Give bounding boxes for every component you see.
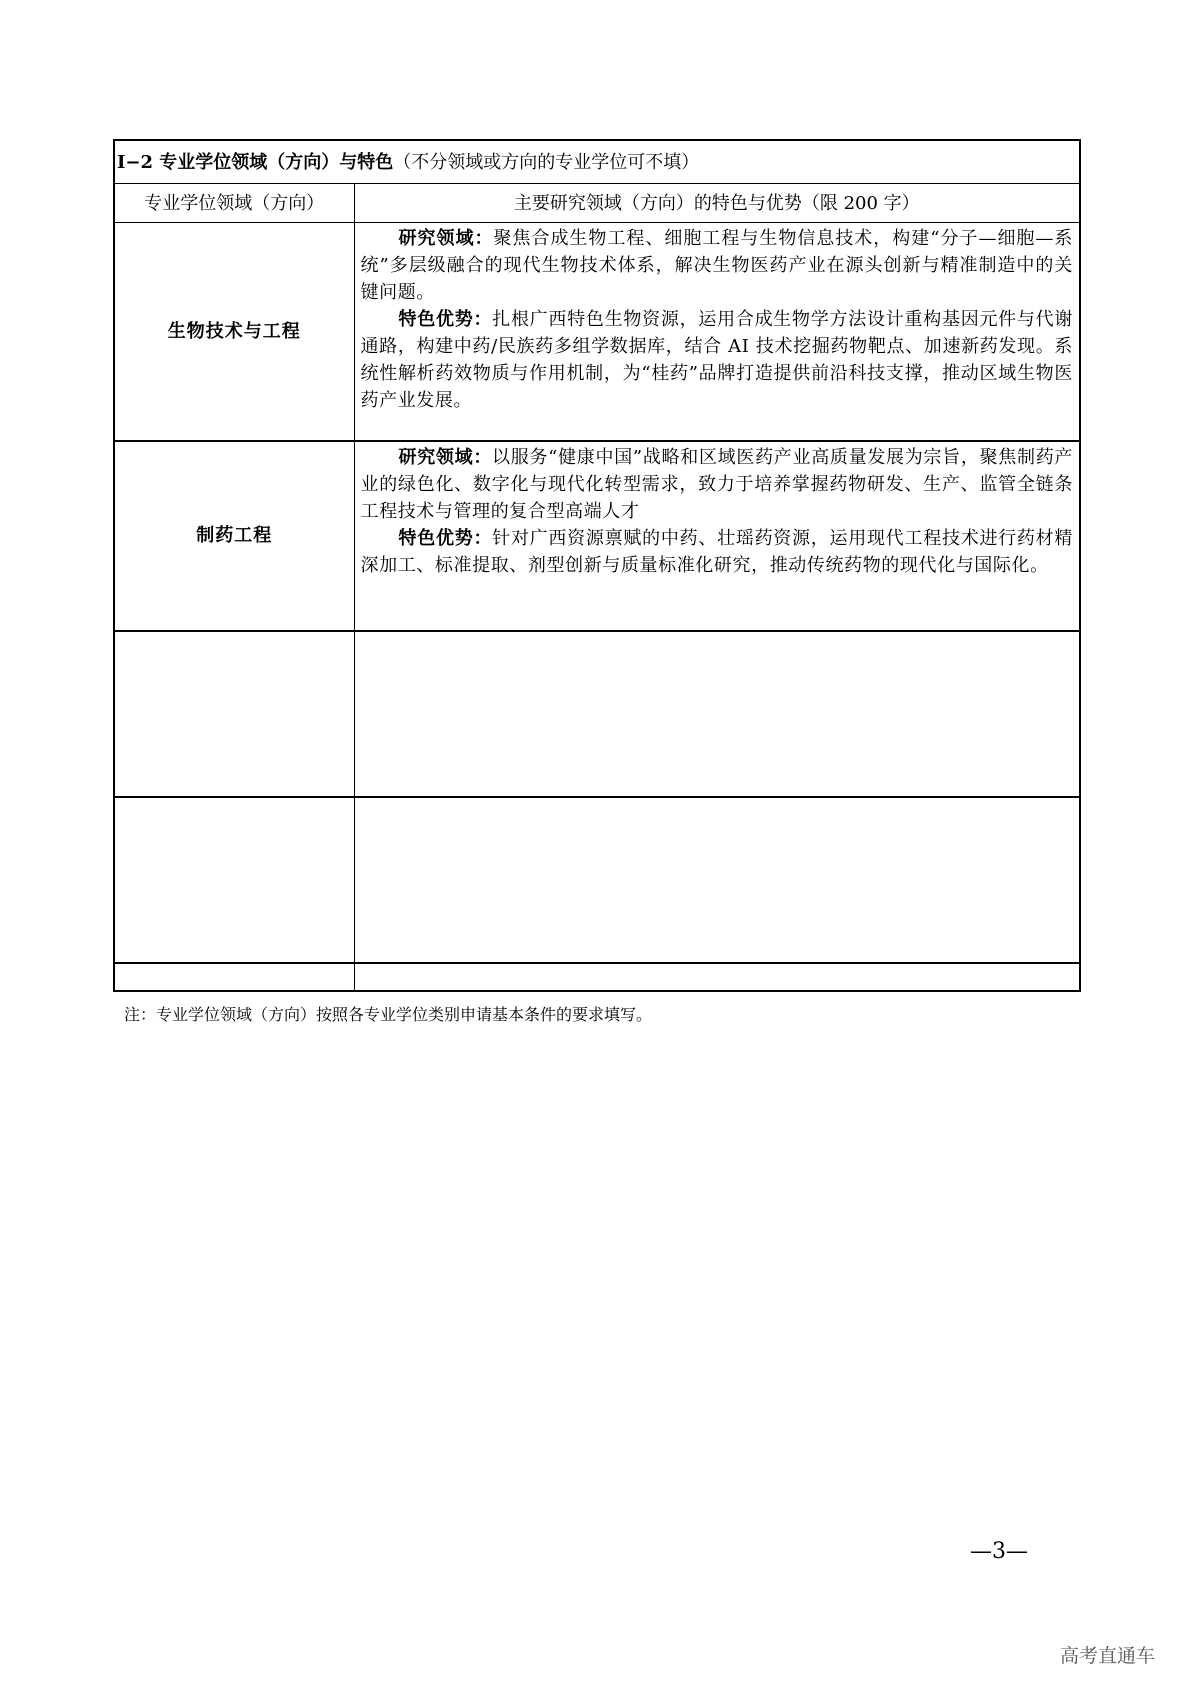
table-row-empty: [114, 963, 1080, 991]
header-features: 主要研究领域（方向）的特色与优势（限 200 字）: [354, 184, 1080, 223]
field-name: 生物技术与工程: [114, 223, 354, 441]
research-label: 研究领域：: [398, 228, 494, 249]
table-title-note: （不分领域或方向的专业学位可不填）: [393, 151, 700, 173]
empty-description-cell[interactable]: [354, 631, 1080, 797]
research-text: 以服务“健康中国”战略和区域医药产业高质量发展为宗旨，聚焦制药产业的绿色化、数字化与现代化转型需求，致力于培养掌握药物研发、生产、监管全链条工程技术与管理的复合型高端人才: [360, 446, 1074, 522]
empty-field-cell[interactable]: [114, 631, 354, 797]
feature-text: 扎根广西特色生物资源，运用合成生物学方法设计重构基因元件与代谢通路，构建中药/民族药多组学数据库，结合 AI 技术挖掘药物靶点、加速新药发现。系统性解析药效物质与作用机制，为“桂药”品牌打造提供前沿科技支撑，推动区域生物医药产业发展。: [360, 309, 1074, 411]
table-row-empty: [114, 797, 1080, 963]
header-field: 专业学位领域（方向）: [114, 184, 354, 223]
research-label: 研究领域：: [398, 446, 493, 468]
research-paragraph: [361, 444, 1074, 525]
table-row: [114, 441, 1080, 631]
empty-description-cell[interactable]: [354, 797, 1080, 963]
feature-paragraph: [361, 525, 1074, 579]
table-row: [114, 223, 1080, 441]
watermark: 高考直通车: [1060, 1645, 1156, 1667]
research-paragraph: [361, 225, 1074, 306]
table-title: [114, 140, 1080, 184]
research-text: 聚焦合成生物工程、细胞工程与生物信息技术，构建“分子—细胞—系统”多层级融合的现代生物技术体系，解决生物医药产业在源头创新与精准制造中的关键问题。: [360, 228, 1074, 303]
feature-text: 针对广西资源禀赋的中药、壮瑶药资源，运用现代工程技术进行药材精深加工、标准提取、剂型创新与质量标准化研究，推动传统药物的现代化与国际化。: [360, 527, 1074, 576]
feature-label: 特色优势：: [398, 527, 493, 549]
field-name: 制药工程: [114, 441, 354, 631]
empty-field-cell[interactable]: [114, 797, 354, 963]
table-title-main: I−2 专业学位领域（方向）与特色: [117, 151, 394, 173]
field-description: [354, 441, 1080, 631]
page-number: —3—: [970, 1539, 1028, 1564]
feature-label: 特色优势：: [398, 309, 493, 330]
empty-field-cell[interactable]: [114, 963, 354, 991]
feature-paragraph: [361, 306, 1074, 414]
table-title-row: [114, 140, 1080, 184]
footnote: 注：专业学位领域（方向）按照各专业学位类别申请基本条件的要求填写。: [124, 1005, 653, 1024]
table-row-empty: [114, 631, 1080, 797]
empty-description-cell[interactable]: [354, 963, 1080, 991]
degree-field-table: [113, 139, 1081, 992]
field-description: [354, 223, 1080, 441]
table-header-row: [114, 184, 1080, 223]
